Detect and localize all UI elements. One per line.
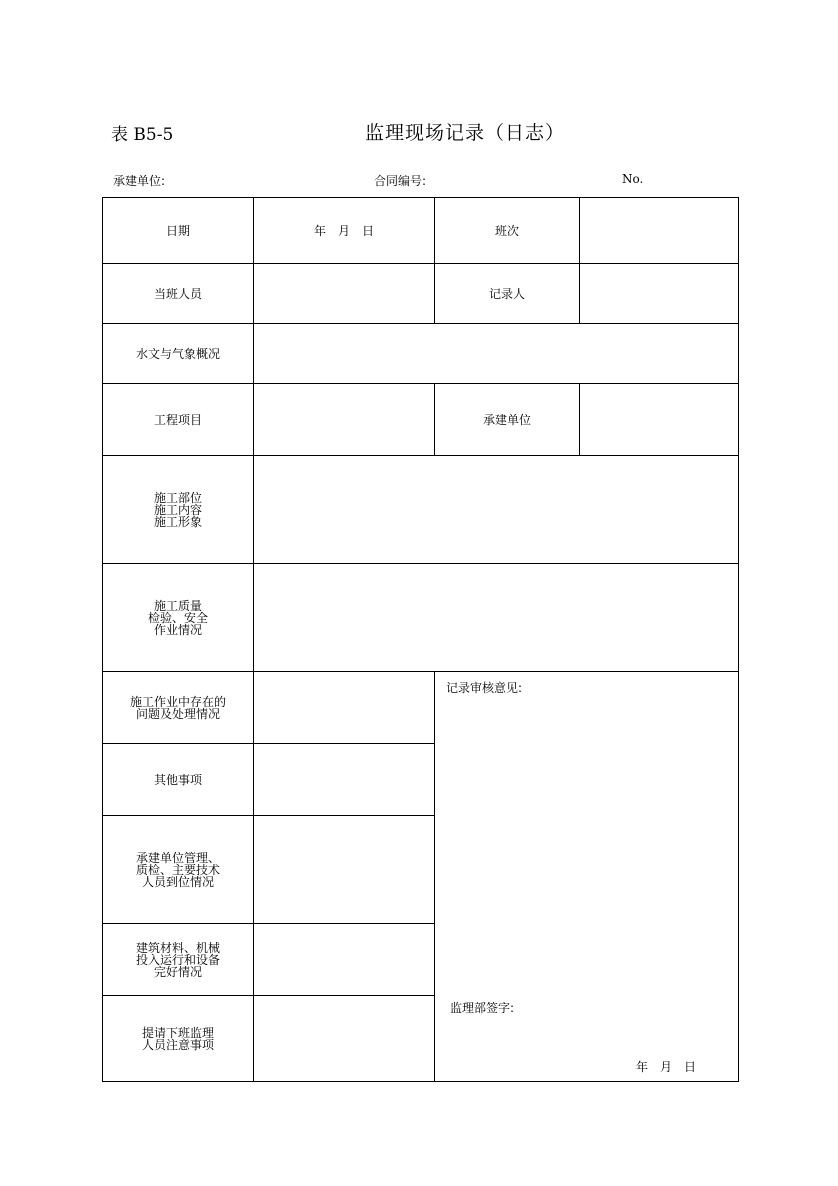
hydro-weather-label: 水文与气象概况	[103, 324, 254, 384]
review-cell[interactable]	[435, 672, 739, 1082]
materials-line-2: 投入运行和设备	[135, 952, 220, 967]
materials-field[interactable]	[254, 924, 435, 996]
contractor-field-label: 承建单位:	[113, 174, 166, 188]
handover-line-1: 提请下班监理	[141, 1025, 214, 1040]
review-opinion-label: 记录审核意见:	[446, 681, 523, 695]
construction-part-field[interactable]	[254, 456, 739, 564]
construction-part-line-1: 施工部位	[153, 490, 202, 505]
management-line-3: 人员到位情况	[141, 874, 214, 889]
handover-notes-field[interactable]	[254, 996, 435, 1082]
contractor-field[interactable]	[580, 384, 739, 456]
on-duty-staff-field[interactable]	[254, 264, 435, 324]
management-line-1: 承建单位管理、	[135, 850, 220, 865]
project-field[interactable]	[254, 384, 435, 456]
quality-line-1: 施工质量	[153, 598, 202, 613]
problems-field[interactable]	[254, 672, 435, 744]
handover-line-2: 人员注意事项	[141, 1037, 214, 1052]
management-line-2: 质检、主要技术	[135, 862, 220, 877]
management-label	[103, 816, 254, 924]
page-title: 监理现场记录（日志）	[364, 122, 565, 144]
quality-line-2: 检验、安全	[147, 610, 208, 625]
project-label: 工程项目	[103, 384, 254, 456]
quality-safety-label	[103, 564, 254, 672]
problems-line-1: 施工作业中存在的	[129, 694, 226, 709]
problems-label	[103, 672, 254, 744]
construction-part-label	[103, 456, 254, 564]
materials-label	[103, 924, 254, 996]
recorder-label: 记录人	[435, 264, 580, 324]
number-label: No.	[622, 172, 644, 186]
construction-part-line-3: 施工形象	[153, 514, 202, 529]
quality-line-3: 作业情况	[153, 622, 202, 637]
quality-safety-field[interactable]	[254, 564, 739, 672]
recorder-field[interactable]	[580, 264, 739, 324]
review-date: 年 月 日	[636, 1060, 697, 1074]
materials-line-3: 完好情况	[153, 964, 202, 979]
contract-number-label: 合同编号:	[374, 174, 427, 188]
date-field[interactable]: 年 月 日	[254, 198, 435, 264]
hydro-weather-field[interactable]	[254, 324, 739, 384]
contractor-label: 承建单位	[435, 384, 580, 456]
supervision-sign-label: 监理部签字:	[450, 1001, 515, 1015]
handover-notes-label	[103, 996, 254, 1082]
construction-part-line-2: 施工内容	[153, 502, 202, 517]
management-field[interactable]	[254, 816, 435, 924]
date-label: 日期	[103, 198, 254, 264]
problems-line-2: 问题及处理情况	[135, 706, 220, 721]
table-number: 表 B5-5	[111, 125, 174, 145]
shift-field[interactable]	[580, 198, 739, 264]
materials-line-1: 建筑材料、机械	[135, 940, 220, 955]
on-duty-staff-label: 当班人员	[103, 264, 254, 324]
other-items-field[interactable]	[254, 744, 435, 816]
shift-label: 班次	[435, 198, 580, 264]
other-items-label: 其他事项	[103, 744, 254, 816]
log-form-table	[102, 197, 739, 1082]
